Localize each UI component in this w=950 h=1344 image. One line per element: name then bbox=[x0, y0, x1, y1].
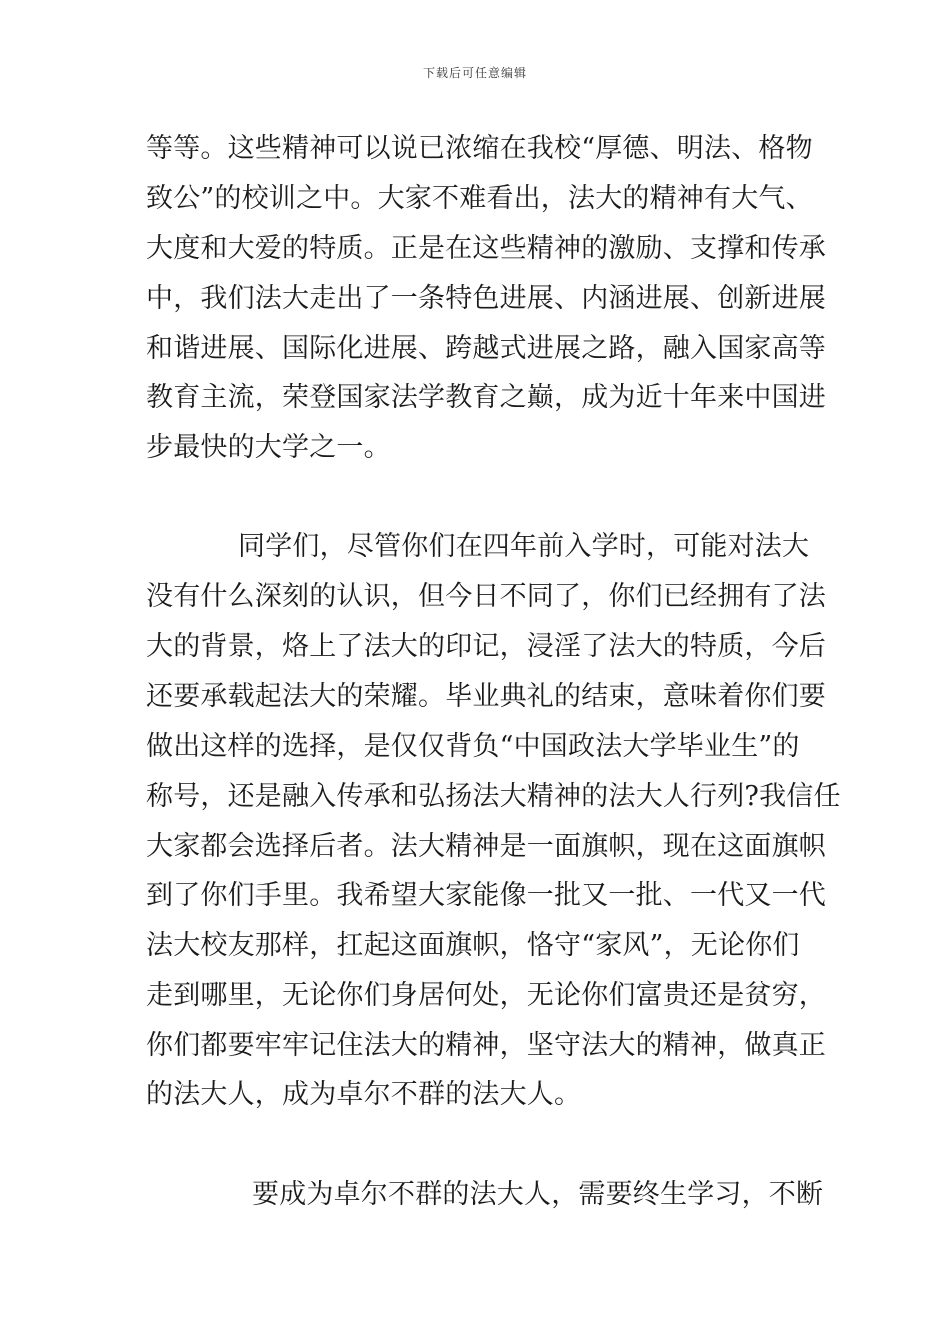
text-line: 没有什么深刻的认识，但今日不同了，你们已经拥有了法 bbox=[146, 581, 826, 612]
text-line: 走到哪里，无论你们身居何处，无论你们富贵还是贫穷， bbox=[146, 980, 826, 1011]
text-line: 称号，还是融入传承和弘扬法大精神的法大人行列?我信任 bbox=[146, 781, 841, 812]
text-line-indented: 要成为卓尔不群的法大人，需要终生学习，不断 bbox=[252, 1179, 824, 1210]
text-line: 到了你们手里。我希望大家能像一批又一批、一代又一代 bbox=[146, 880, 826, 911]
page-header: 下载后可任意编辑 bbox=[422, 66, 527, 80]
text-line-indented: 同学们，尽管你们在四年前入学时，可能对法大 bbox=[238, 531, 810, 562]
text-line: 做出这样的选择，是仅仅背负“中国政法大学毕业生”的 bbox=[146, 731, 800, 762]
text-line: 大家都会选择后者。法大精神是一面旗帜，现在这面旗帜 bbox=[146, 831, 826, 862]
text-line: 的法大人，成为卓尔不群的法大人。 bbox=[146, 1079, 582, 1110]
text-line: 步最快的大学之一。 bbox=[146, 432, 391, 463]
text-line: 你们都要牢牢记住法大的精神，坚守法大的精神，做真正 bbox=[146, 1030, 826, 1061]
text-line: 和谐进展、国际化进展、跨越式进展之路，融入国家高等 bbox=[146, 333, 826, 364]
text-line: 还要承载起法大的荣耀。毕业典礼的结束，意味着你们要 bbox=[146, 681, 826, 712]
text-line: 教育主流，荣登国家法学教育之巅，成为近十年来中国进 bbox=[146, 382, 826, 413]
text-line: 大度和大爱的特质。正是在这些精神的激励、支撑和传承 bbox=[146, 233, 826, 264]
text-line: 中，我们法大走出了一条特色进展、内涵进展、创新进展 bbox=[146, 283, 826, 314]
text-line: 致公”的校训之中。大家不难看出，法大的精神有大气、 bbox=[146, 183, 813, 214]
text-line: 等等。这些精神可以说已浓缩在我校“厚德、明法、格物 bbox=[146, 133, 813, 164]
text-line: 大的背景，烙上了法大的印记，浸淫了法大的特质，今后 bbox=[146, 631, 826, 662]
text-line: 法大校友那样，扛起这面旗帜，恪守“家风”，无论你们 bbox=[146, 930, 800, 961]
